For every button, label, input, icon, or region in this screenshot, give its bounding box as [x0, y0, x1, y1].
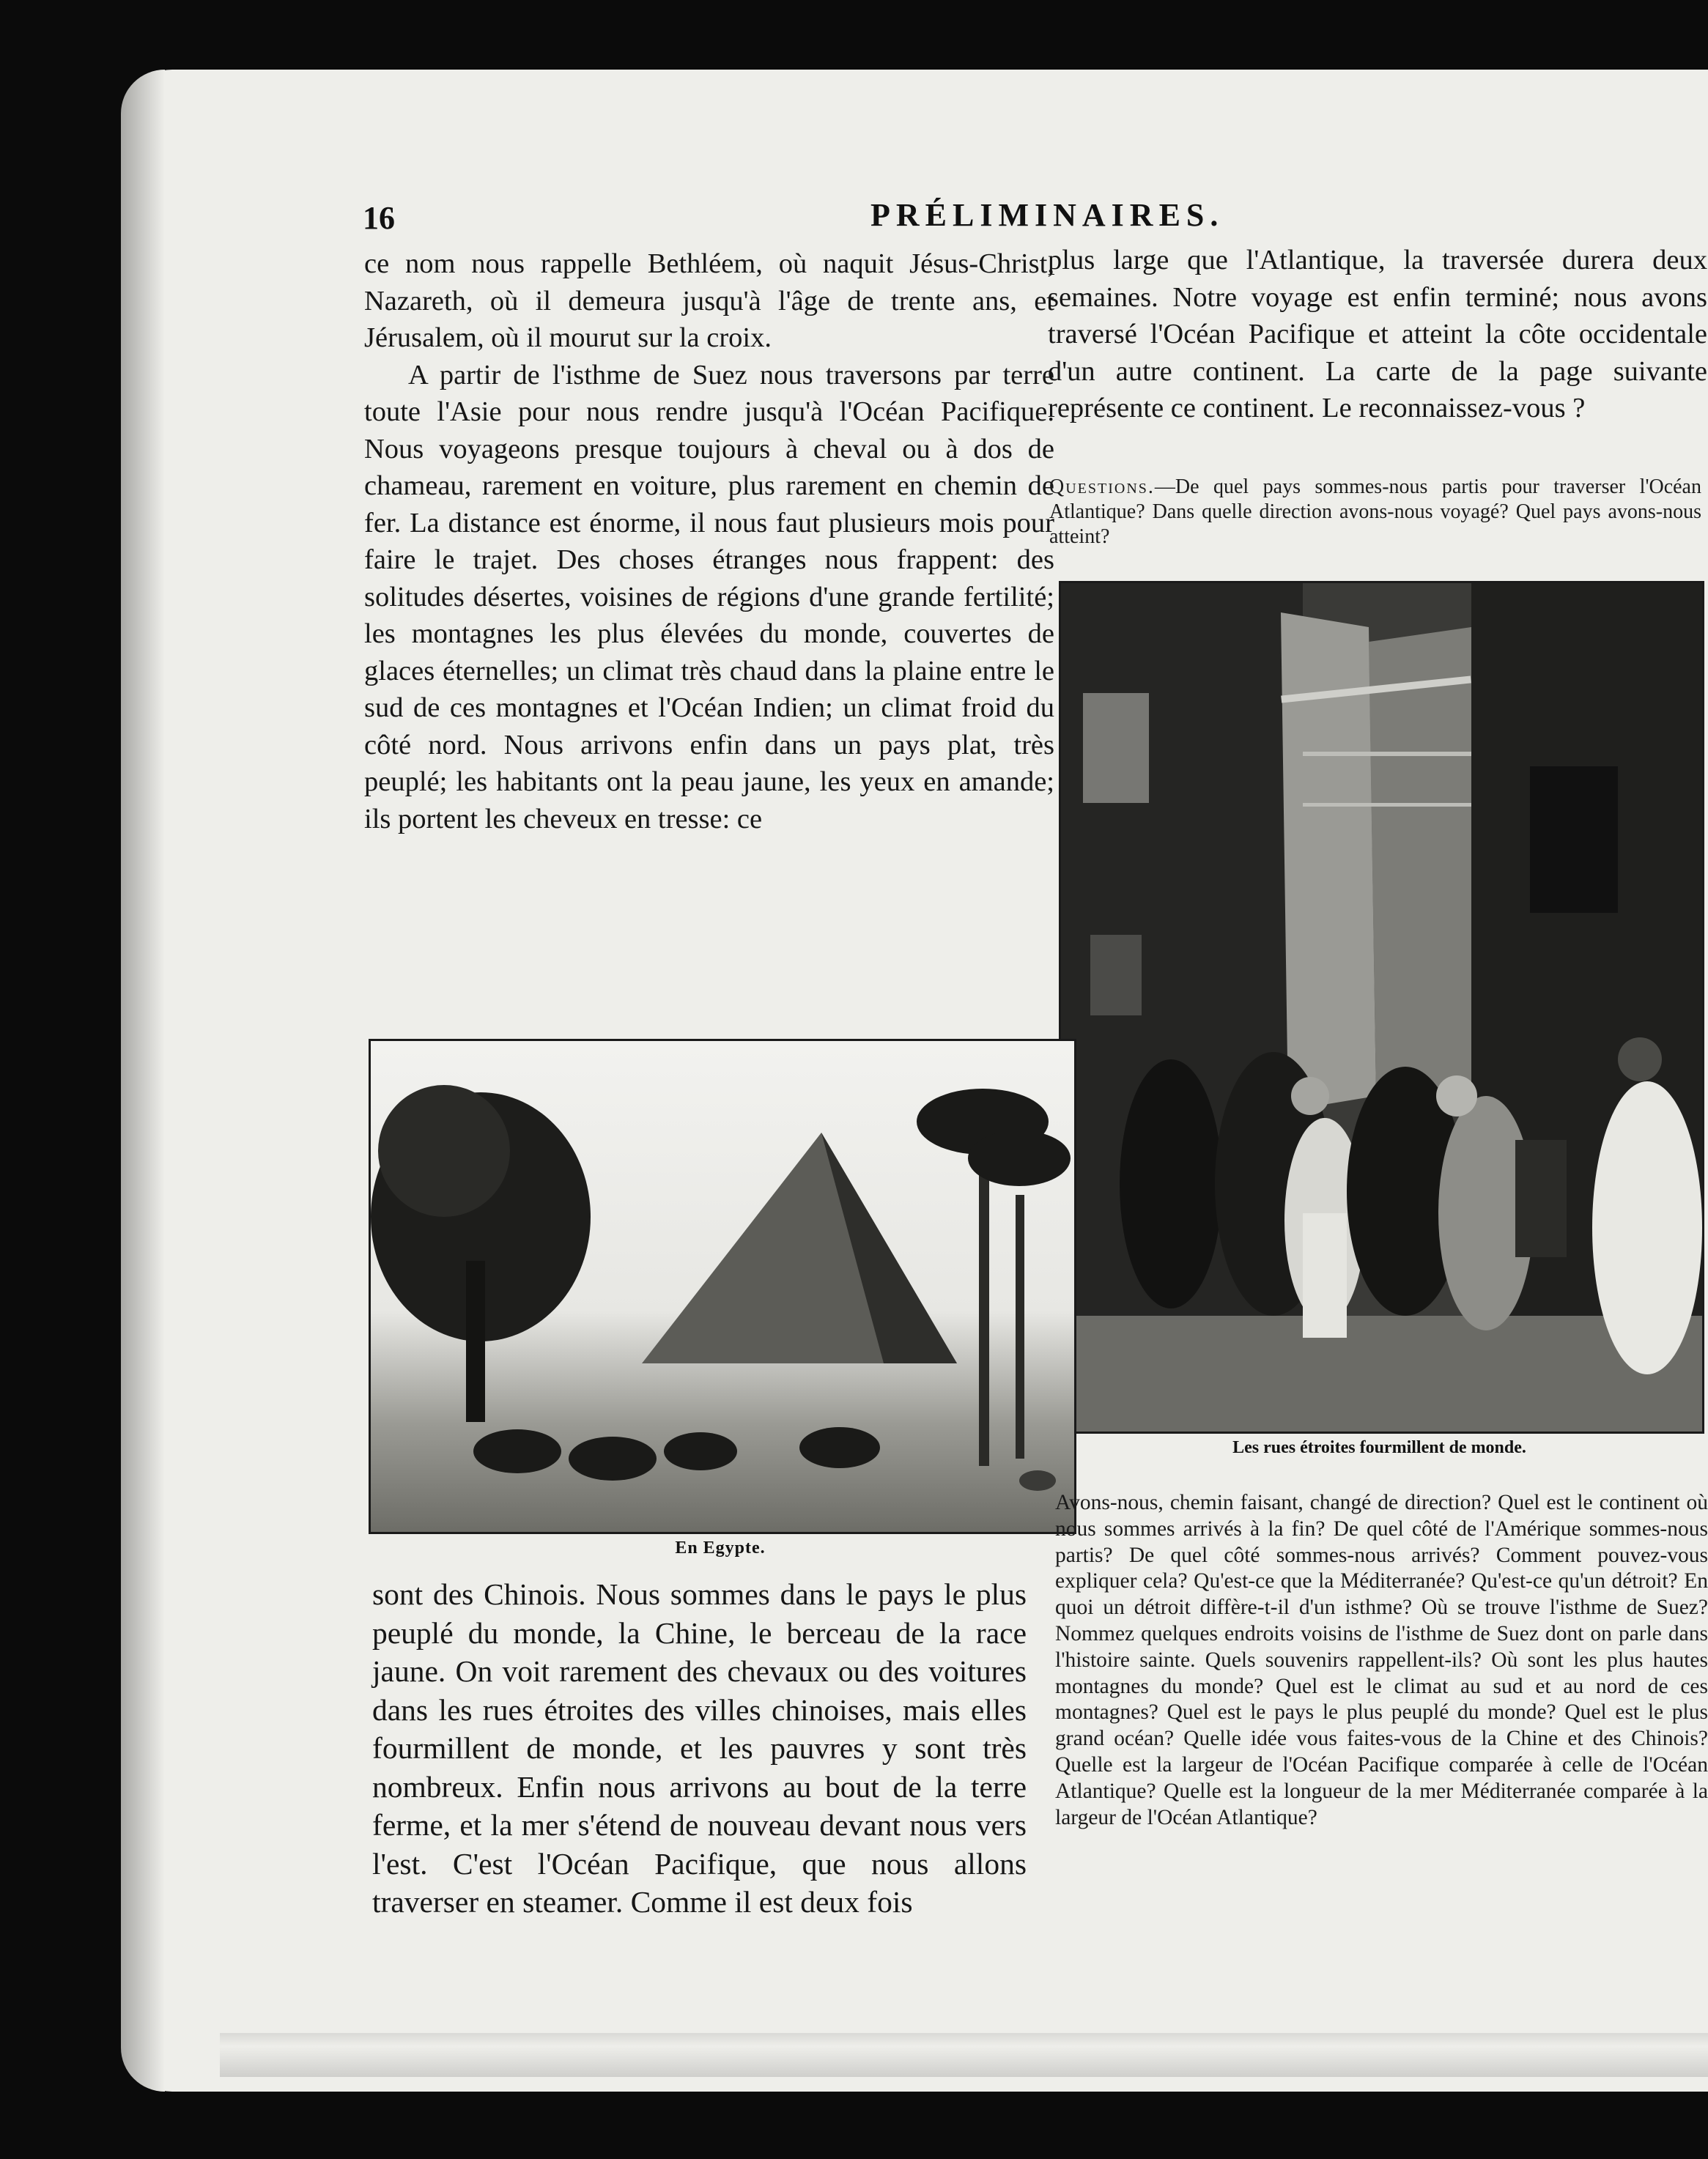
left-column-bottom: [372, 1575, 1027, 1922]
left-paragraph-1: ce nom nous rappelle Bethléem, où naquit Jésus-Christ, Nazareth, où il demeura jusqu'à l'âge de trente ans, et Jérusalem, où il mourut sur la croix.: [364, 248, 1054, 353]
right-column-top: [1048, 242, 1707, 427]
street-scene-image: [1061, 583, 1702, 1432]
left-paragraph-3: sont des Chinois. Nous sommes dans le pays le plus peuplé du monde, la Chine, le berceau de la race jaune. On voit rarement des chevaux ou des voitures dans les rues étroites des villes chinoises, mais elles fourmillent de monde, et les pauvres y sont très nombreux. Enfin nous arrivons au bout de la terre ferme, et la mer s'étend de nouveau devant nous vers l'est. C'est l'Océan Pacifique, que nous allons traverser en steamer. Comme il est deux fois: [372, 1577, 1027, 1919]
egypt-illustration: [369, 1039, 1076, 1534]
running-title: PRÉLIMINAIRES.: [870, 197, 1224, 233]
questions-block-1: [1049, 475, 1701, 549]
questions-text-2: Avons-nous, chemin faisant, changé de direction? Quel est le continent où nous sommes arrivés à la fin? De quel côté de l'Amérique sommes-nous partis? De quel côté sommes-nous arrivés? Comment pouvez-vous expliquer cela? Qu'est-ce que la Méditerranée? Qu'est-ce qu'un détroit? En quoi un détroit diffère-t-il d'un isthme? Où se trouve l'isthme de Suez? Nommez quelques endroits voisins de l'isthme de Suez dont on parle dans l'histoire sainte. Quels souvenirs rappellent-ils? Où sont les plus hautes montagnes du monde? Quel est le climat au sud et au nord de ces montagnes? Quel est le pays le plus peuplé du monde? Quel est le plus grand océan? Quelle idée vous faites-vous de la Chine et des Chinois? Quelle est la largeur de l'Océan Pacifique comparée à celle de l'Océan Atlantique? Quelle est la longueur de la mer Méditerranée comparée à la largeur de l'Océan Atlantique?: [1055, 1491, 1708, 1829]
street-caption: Les rues étroites fourmillent de monde.: [1232, 1438, 1526, 1457]
questions-text-1: —De quel pays sommes-nous partis pour traverser l'Océan Atlantique? Dans quelle direction avons-nous voyagé? Quel pays avons-nous atteint?: [1049, 475, 1701, 548]
right-paragraph-1: plus large que l'Atlantique, la traversée durera deux semaines. Notre voyage est enfin terminé; nous avons traversé l'Océan Pacifique et atteint la côte occidentale d'un autre continent. La carte de la page suivante représente ce continent. Le reconnaissez-vous ?: [1048, 245, 1707, 423]
questions-label: Questions.: [1049, 475, 1155, 498]
left-column-top: [364, 245, 1054, 837]
questions-block-2: [1055, 1490, 1708, 1831]
pyramid-scene-image: [371, 1041, 1074, 1532]
page-number: 16: [363, 200, 395, 236]
page-bottom-edge: [220, 2033, 1708, 2077]
egypt-caption: En Egypte.: [675, 1538, 766, 1558]
street-illustration: [1059, 581, 1704, 1434]
page-fold-shadow: [121, 70, 165, 2092]
left-paragraph-2: A partir de l'isthme de Suez nous traversons par terre toute l'Asie pour nous rendre jusqu'à l'Océan Pacifique. Nous voyageons presque toujours à cheval ou à dos de chameau, rarement en voiture, plus rarement en chemin de fer. La distance est énorme, il nous faut plusieurs mois pour faire le trajet. Des choses étranges nous frappent: des solitudes désertes, voisines de régions d'une grande fertilité; les montagnes les plus élevées du monde, couvertes de glaces éternelles; un climat très chaud dans la plaine entre le sud de ces montagnes et l'Océan Indien; un climat froid du côté nord. Nous arrivons enfin dans un pays plat, très peuplé; les habitants ont la peau jaune, les yeux en amande; ils portent les cheveux en tresse: ce: [364, 359, 1054, 834]
